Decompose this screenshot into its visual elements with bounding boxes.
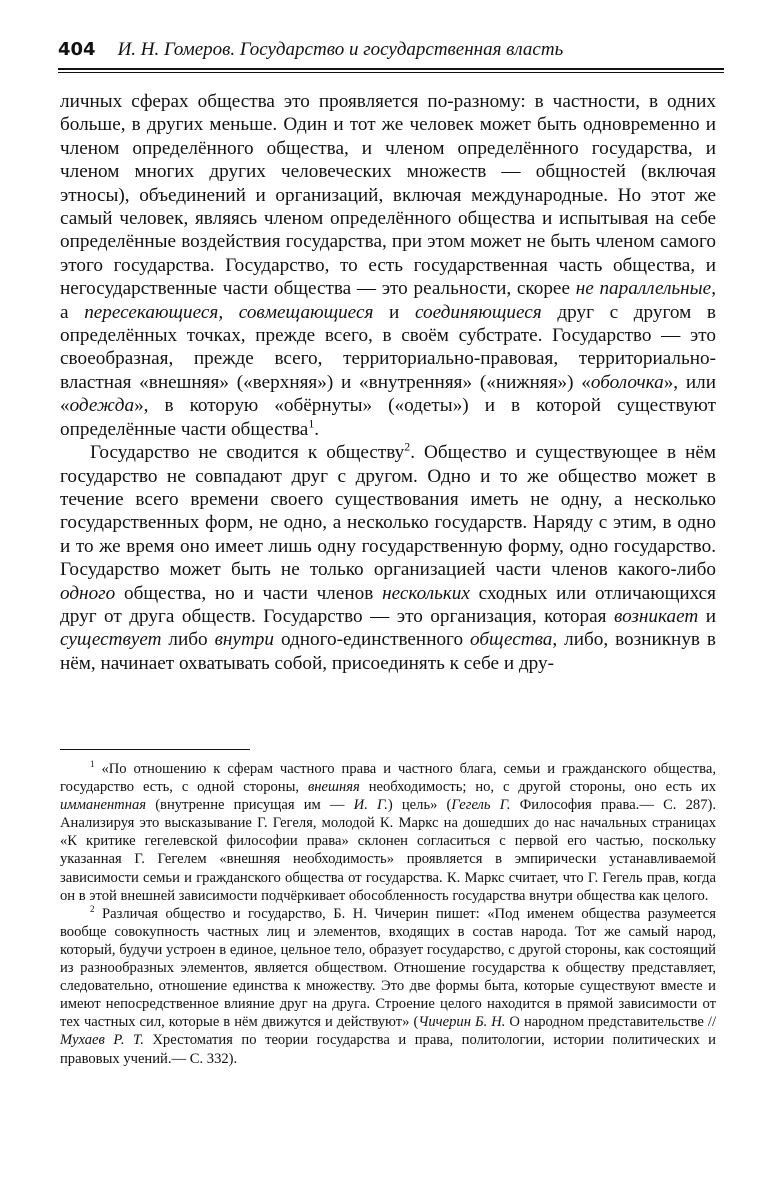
header-rule-thin — [58, 72, 724, 73]
running-title: И. Н. Гомеров. Государство и государственная власть — [117, 39, 564, 60]
footnote-number: 1 — [90, 759, 95, 770]
page-number: 404 — [58, 39, 96, 60]
main-text — [60, 90, 716, 675]
footnote-separator — [60, 749, 250, 750]
running-header — [58, 38, 720, 62]
footnotes — [60, 760, 716, 1068]
footnote: $^2$ Различая общество и государство, Б. Н. Чичерин пишет: «Под именем общества разумеется вообще совокупность частных лиц и элементов, входящих в состав народа. Тот же самый народ, который, будучи устроен в единое, цельное тело, образует государство, с другой стороны, как состоящий из разнообразных элементов, является обществом. Отношение государства к обществу представляет, следовательно, отношение единства к множеству. Это две формы быта, которые существуют вместе и имеют непосредственное влияние друг на друга. Строение целого находится в прямой зависимости от тех частных сил, которые в нём движутся и действуют» (Чичерин Б. Н. О народном представительстве // Мухаев Р. Т. Хрестоматия по теории государства и права, политологии, истории политических и правовых учений.— С. 332). — [60, 903, 717, 1067]
footnote: $^1$ «По отношению к сферам частного права и частного блага, семьи и гражданского общества, государство есть, с одной стороны, внешняя необходимость; но, с другой стороны, оно есть их имманентная (внутренне присущая им — И. Г.) цель» (Гегель Г. Философия права.— С. 287). Анализируя это высказывание Г. Гегеля, молодой К. Маркс на дошедших до нас начальных страницах «К критике гегелевской философии права» склонен согласиться с первой его частью, поскольку указанная Г. Гегелем «внешняя необходимость» проявляется в эмпирически устанавливаемой зависимости семьи и гражданского общества от государства. К. Маркс считает, что Г. Гегель прав, когда он в этой внешней зависимости подчёркивает обособленность государства внутри общества как целого. — [60, 759, 716, 904]
footnote-ref[interactable]: 2 — [404, 439, 411, 454]
paragraph: личных сферах общества это проявляется по-разному: в частности, в одних больше, в других меньше. Один и тот же человек может быть одновременно и членом определённого общества, и членом определённого государства, и членом многих других человеческих множеств — общностей (включая этносы), объединений и организаций, включая международные. Но этот же самый человек, являясь членом определённого общества и испытывая на себе определённые воздействия государства, при этом может не быть членом самого этого государства. Государство, то есть государственная часть общества, и негосударственные части общества — это реальности, скорее не параллельные, а пересекающиеся, совмещающиеся и соединяющиеся друг с другом в определённых точках, прежде всего, в своём субстрате. Государство — это своеобразная, прежде всего, территориально-правовая, территориально-властная «внешняя» («верхняя») и «внутренняя» («нижняя») «оболочка», или «одежда», в которую «обёрнуты» («одеты») и в которой существуют определённые части общества$^1$. — [60, 91, 716, 440]
footnote-ref[interactable]: 1 — [308, 416, 315, 431]
paragraph: Государство не сводится к обществу$^2$. Общество и существующее в нём государство не совпадают друг с другом. Одно и то же общество может в течение всего времени своего существования иметь не одну, а несколько государственных форм, не одно, а несколько государств. Наряду с этим, в одно и то же время оно имеет лишь одну государственную форму, одно государство. Государство может быть не только организацией части членов какого-либо одного общества, но и части членов нескольких сходных или отличающихся друг от друга обществ. Государство — это организация, которая возникает и существует либо внутри одного-единственного общества, либо, возникнув в нём, начинает охватывать собой, присоединять к себе и дру- — [60, 439, 717, 674]
footnote-number: 2 — [90, 903, 95, 914]
header-rule — [58, 68, 724, 70]
